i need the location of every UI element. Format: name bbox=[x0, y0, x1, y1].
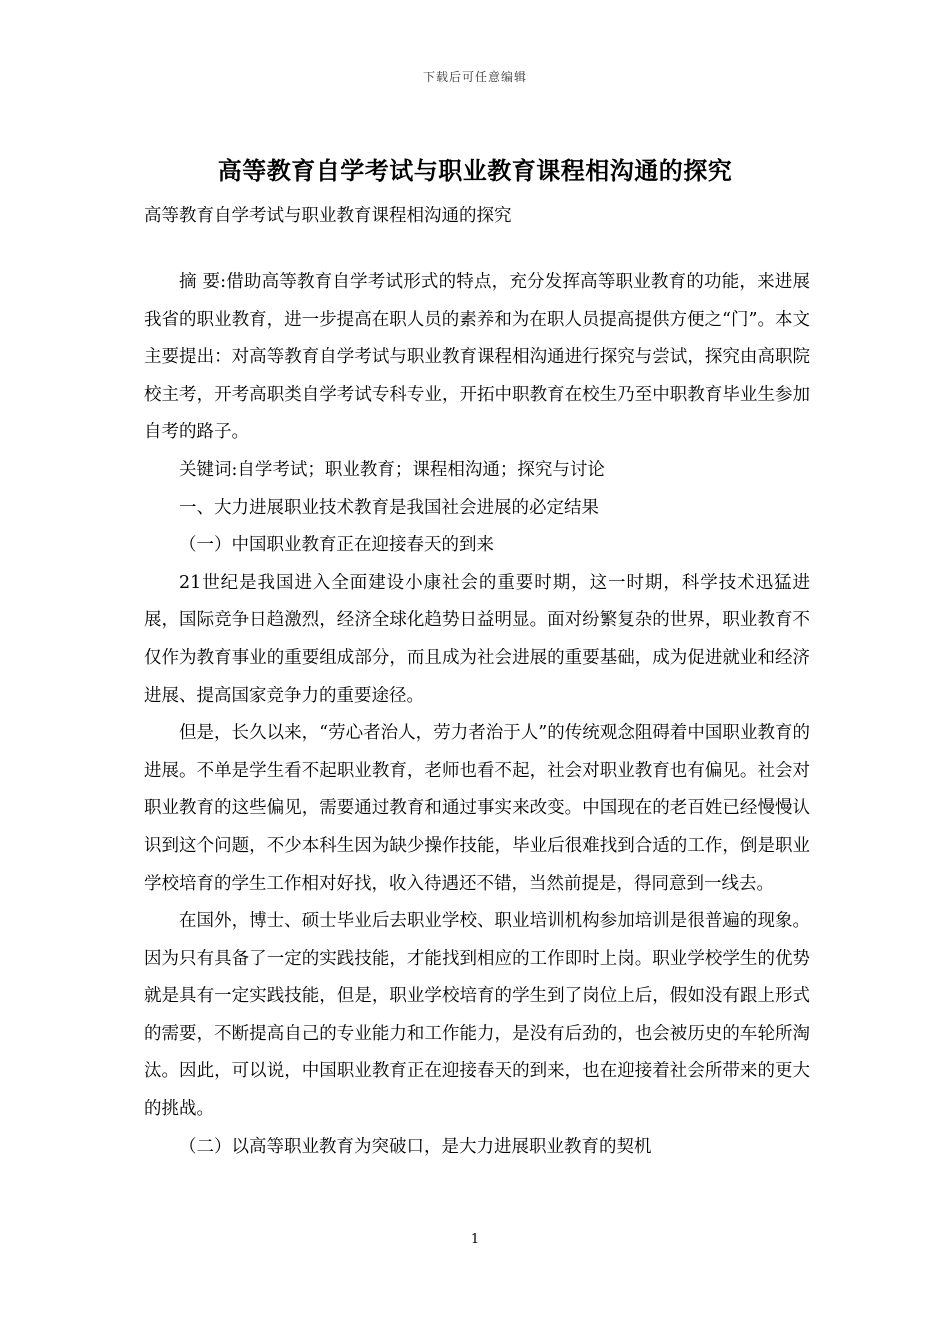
keywords-paragraph: 关键词:自学考试；职业教育；课程相沟通；探究与讨论 bbox=[179, 459, 605, 480]
document-body bbox=[144, 264, 810, 1166]
body-paragraph: 在国外，博士、硕士毕业后去职业学校、职业培训机构参加培训是很普遍的现象。因为只有具备了一定的实践技能，才能找到相应的工作即时上岗。职业学校学生的优势就是具有一定实践技能，但是，职业学校培育的学生到了岗位上后，假如没有跟上形式的需要，不断提高自己的专业能力和工作能力，是没有后劲的，也会被历史的车轮所淘汰。因此，可以说，中国职业教育正在迎接春天的到来，也在迎接着社会所带来的更大的挑战。 bbox=[144, 911, 810, 1120]
page-number: 1 bbox=[470, 1232, 480, 1247]
subsection-heading-1: （一）中国职业教育正在迎接春天的到来 bbox=[179, 535, 494, 556]
subsection-heading-2: （二）以高等职业教育为突破口，是大力进展职业教育的契机 bbox=[179, 1136, 652, 1157]
header-note: 下载后可任意编辑 bbox=[422, 70, 527, 84]
document-subtitle: 高等教育自学考试与职业教育课程相沟通的探究 bbox=[144, 206, 512, 226]
body-paragraph: 21世纪是我国进入全面建设小康社会的重要时期，这一时期，科学技术迅猛进展，国际竞争日趋激烈，经济全球化趋势日益明显。面对纷繁复杂的世界，职业教育不仅作为教育事业的重要组成部分，而且成为社会进展的重要基础，成为促进就业和经济进展、提高国家竞争力的重要途径。 bbox=[144, 572, 810, 706]
abstract-paragraph: 摘 要:借助高等教育自学考试形式的特点，充分发挥高等职业教育的功能，来进展我省的职业教育，进一步提高在职人员的素养和为在职人员提高提供方便之“门”。本文主要提出：对高等教育自学考试与职业教育课程相沟通进行探究与尝试，探究由高职院校主考，开考高职类自学考试专科专业，开拓中职教育在校生乃至中职教育毕业生参加自考的路子。 bbox=[144, 272, 810, 443]
body-paragraph: 但是，长久以来，“劳心者治人，劳力者治于人”的传统观念阻碍着中国职业教育的进展。不单是学生看不起职业教育，老师也看不起，社会对职业教育也有偏见。社会对职业教育的这些偏见，需要通过教育和通过事实来改变。中国现在的老百姓已经慢慢认识到这个问题，不少本科生因为缺少操作技能，毕业后很难找到合适的工作，倒是职业学校培育的学生工作相对好找，收入待遇还不错，当然前提是，得同意到一线去。 bbox=[144, 723, 810, 894]
document-title: 高等教育自学考试与职业教育课程相沟通的探究 bbox=[217, 156, 733, 185]
section-heading-1: 一、大力进展职业技术教育是我国社会进展的必定结果 bbox=[179, 497, 599, 518]
